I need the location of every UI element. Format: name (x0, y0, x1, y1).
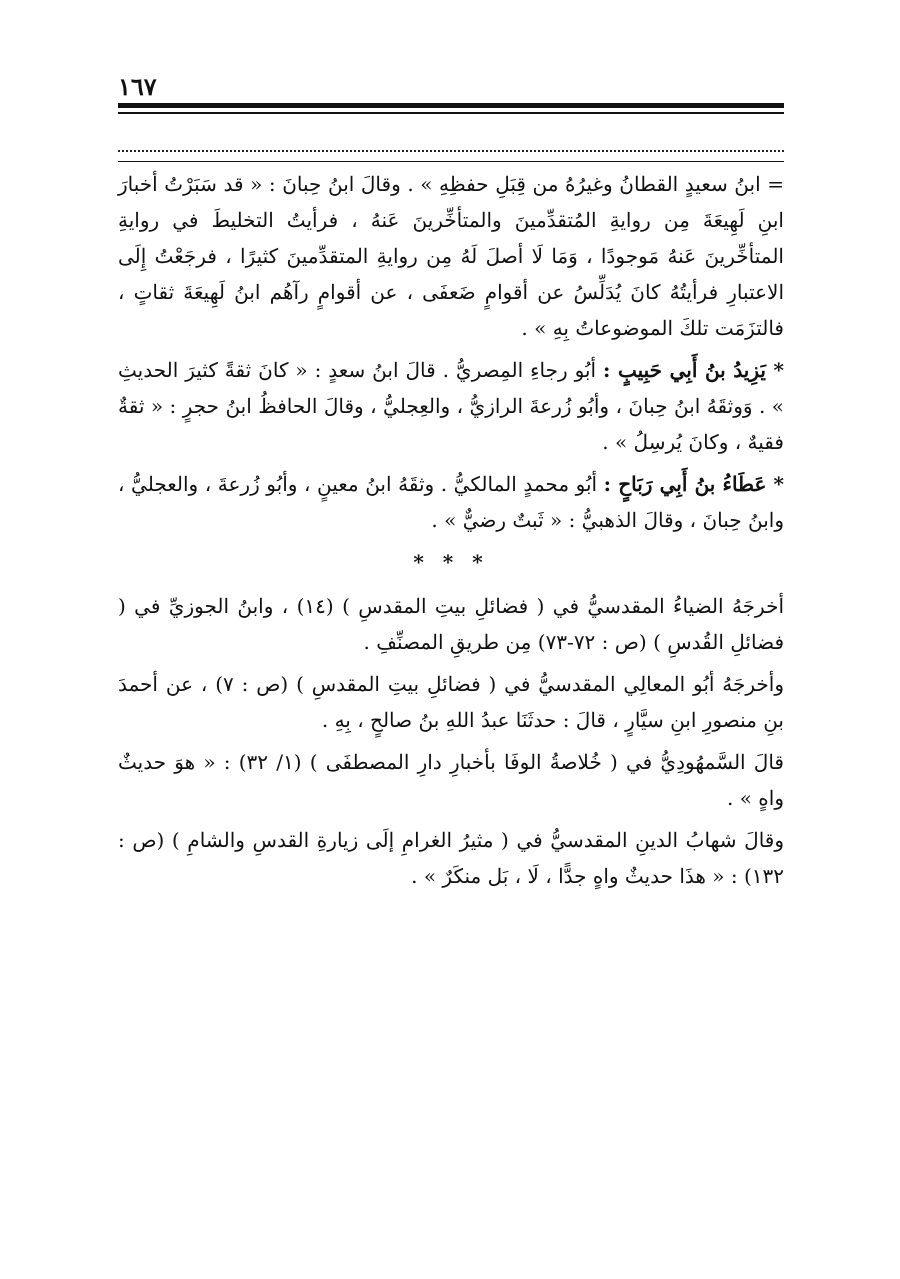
narrator-text-ata: أبُو محمدٍ المالكيُّ . وثقَهُ ابنُ معينٍ ، وأبُو زُرعةَ ، والعجليُّ ، وابنُ حِبانَ ، وقالَ الذهبيُّ : « ثَبتٌ رضيٌّ » . (118, 472, 784, 532)
body-paragraph-4: وقالَ شهابُ الدينِ المقدسيُّ في ( مثيرُ الغرامِ إلَى زيارةِ القدسِ والشامِ ) (ص : ١٣٢) : « هذَا حديثٌ واهٍ جدًّا ، لَا ، بَل منكَرٌ » . (118, 828, 784, 888)
footnote-entry-yazid (118, 352, 784, 460)
body-paragraph-3: قالَ السَّمهُودِيُّ في ( خُلاصةُ الوفَا بأخبارِ دارِ المصطفَى ) (١/ ٣٢) : « هوَ حديثٌ واهٍ » . (118, 750, 784, 810)
page-number: ١٦٧ (118, 72, 157, 101)
body-paragraph-1: أخرجَهُ الضياءُ المقدسيُّ في ( فضائلِ بيتِ المقدسِ ) (١٤) ، وابنُ الجوزيِّ في ( فضائلِ القُدسِ ) (ص : ٧٢-٧٣) مِن طريقِ المصنِّفِ . (118, 594, 785, 654)
page-content (118, 166, 784, 900)
footnote-continuation: = ابنُ سعيدٍ القطانُ وغيرُهُ من قِبَلِ حفظِهِ » . وقالَ ابنُ حِبانَ : « قد سَبَرْتُ أخبارَ ابنِ لَهِيعَةَ مِن روايةِ المُتقدِّمينَ والمتأخِّرينَ عَنهُ ، فرأيتُ التخليطَ في روايةِ المتأخِّرينَ عَنهُ مَوجودًا ، وَمَا لَا أصلَ لَهُ مِن روايةِ المتقدِّمينَ كثيرًا ، فرجَعْتُ إِلَى الاعتبارِ فرأيتُهُ كانَ يُدَلِّسُ عن أقوامٍ ضَعفَى ، عن أقوامٍ رآهُم ابنُ لَهِيعَةَ ثقاتٍ ، فالتزَمَت تلكَ الموضوعاتُ بِهِ » . (118, 172, 784, 340)
footnote-entry-ata (118, 466, 784, 538)
narrator-text-yazid: أبُو رجاءِ المِصريُّ . قالَ ابنُ سعدٍ : « كانَ ثقةً كثيرَ الحديثِ » . وَوثقَهُ ابنُ حِبانَ ، وأبُو زُرعةَ الرازيُّ ، والعِجليُّ ، وقالَ الحافظُ ابنُ حجرٍ : « ثقةٌ فقيهٌ ، وكانَ يُرسِلُ » . (118, 358, 784, 454)
body-paragraph-2: وأخرجَهُ أبُو المعالِي المقدسيُّ في ( فضائلِ بيتِ المقدسِ ) (ص : ٧) ، عن أحمدَ بنِ منصورِ ابنِ سيَّارٍ ، قالَ : حدثَنَا عبدُ اللهِ بنُ صالحٍ ، بِهِ . (118, 672, 785, 732)
footnote-rule (118, 161, 784, 162)
narrator-name-yazid: * يَزِيدُ بنُ أَبِي حَبِيبٍ : (603, 358, 785, 382)
narrator-name-ata: * عَطَاءُ بنُ أَبِي رَبَاحٍ : (603, 472, 785, 496)
header-rule-thick (118, 103, 784, 108)
footnote-dotted-divider (118, 150, 784, 152)
section-separator: * * * (413, 550, 489, 574)
header-rule-thin (118, 112, 784, 114)
